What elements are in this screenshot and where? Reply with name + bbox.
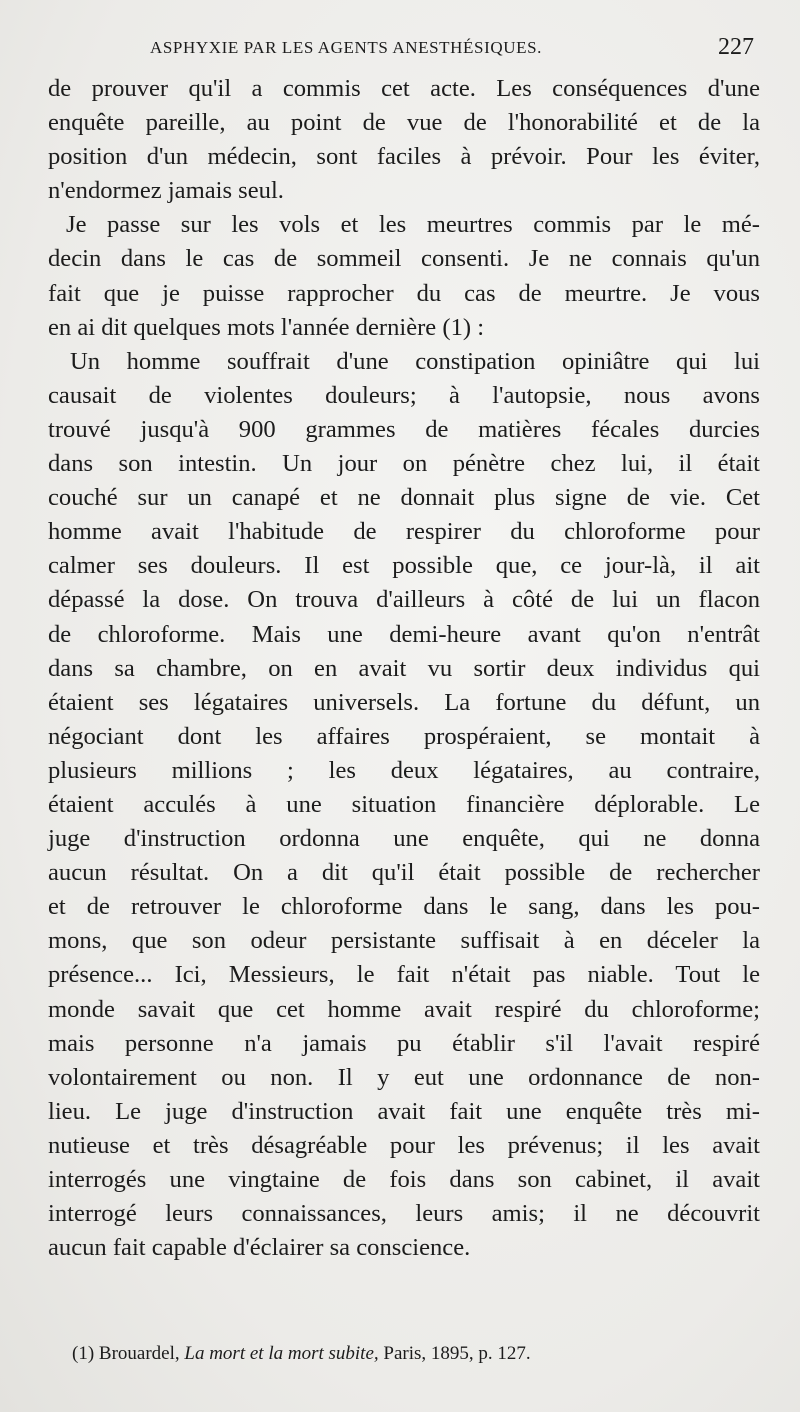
- text-line: présence... Ici, Messieurs, le fait n'était pas niable. Tout le: [48, 961, 760, 989]
- text-line: et de retrouver le chloroforme dans le sang, dans les pou-: [48, 893, 760, 921]
- text-line: dans sa chambre, on en avait vu sortir deux individus qui: [48, 654, 760, 682]
- text-line: mais personne n'a jamais pu établir s'il l'avait respiré: [48, 1029, 760, 1057]
- text-line: couché sur un canapé et ne donnait plus signe de vie. Cet: [48, 484, 760, 512]
- text-line: plusieurs millions ; les deux légataires, au contraire,: [48, 756, 760, 784]
- footnote-publication: Paris, 1895, p. 127.: [383, 1343, 531, 1364]
- text-line: en ai dit quelques mots l'année dernière (1) :: [48, 313, 485, 341]
- text-line: homme avait l'habitude de respirer du chloroforme pour: [48, 518, 760, 546]
- text-line: de chloroforme. Mais une demi-heure avant qu'on n'entrât: [48, 620, 760, 648]
- page-number: 227: [718, 34, 754, 60]
- text-line: n'endormez jamais seul.: [48, 177, 284, 205]
- text-line: causait de violentes douleurs; à l'autopsie, nous avons: [48, 381, 760, 409]
- footnote-author: Brouardel,: [98, 1343, 180, 1364]
- text-line: monde savait que cet homme avait respiré du chloroforme;: [48, 995, 760, 1023]
- text-line: étaient acculés à une situation financière déplorable. Le: [48, 790, 760, 818]
- footnote-title: La mort et la mort subite,: [184, 1343, 379, 1364]
- text-line: négociant dont les affaires prospéraient, se montait à: [48, 722, 760, 750]
- text-line: trouvé jusqu'à 900 grammes de matières fécales durcies: [48, 415, 760, 443]
- text-line: fait que je puisse rapprocher du cas de meurtre. Je vous: [48, 279, 760, 307]
- footnote: [72, 1343, 762, 1365]
- text-line: aucun résultat. On a dit qu'il était possible de rechercher: [48, 859, 760, 887]
- text-line: interrogé leurs connaissances, leurs amis; il ne découvrit: [48, 1200, 760, 1228]
- text-line: dépassé la dose. On trouva d'ailleurs à côté de lui un flacon: [48, 586, 760, 614]
- text-line: juge d'instruction ordonna une enquête, qui ne donna: [48, 825, 760, 853]
- text-line: Je passe sur les vols et les meurtres commis par le mé-: [66, 211, 760, 239]
- text-line: calmer ses douleurs. Il est possible que, ce jour-là, il ait: [48, 552, 760, 580]
- text-line: aucun fait capable d'éclairer sa conscience.: [48, 1234, 471, 1262]
- text-line: enquête pareille, au point de vue de l'honorabilité et de la: [48, 109, 760, 137]
- text-line: interrogés une vingtaine de fois dans son cabinet, il avait: [48, 1166, 760, 1193]
- body-text: [48, 72, 760, 1265]
- running-title: ASPHYXIE PAR LES AGENTS ANESTHÉSIQUES.: [150, 38, 542, 57]
- text-line: position d'un médecin, sont faciles à prévoir. Pour les éviter,: [48, 143, 760, 171]
- footnote-marker: (1): [72, 1343, 95, 1364]
- text-line: de prouver qu'il a commis cet acte. Les conséquences d'une: [48, 75, 760, 102]
- text-line: lieu. Le juge d'instruction avait fait une enquête très mi-: [48, 1097, 760, 1125]
- text-line: decin dans le cas de sommeil consenti. Je ne connais qu'un: [48, 245, 760, 273]
- text-line: volontairement ou non. Il y eut une ordonnance de non-: [48, 1063, 760, 1091]
- text-line: étaient ses légataires universels. La fortune du défunt, un: [48, 688, 760, 716]
- text-line: mons, que son odeur persistante suffisait à en déceler la: [48, 927, 760, 955]
- text-line: dans son intestin. Un jour on pénètre chez lui, il était: [48, 450, 760, 478]
- text-line: Un homme souffrait d'une constipation opiniâtre qui lui: [70, 347, 760, 375]
- page-header: [150, 34, 770, 64]
- text-line: nutieuse et très désagréable pour les prévenus; il les avait: [48, 1131, 760, 1159]
